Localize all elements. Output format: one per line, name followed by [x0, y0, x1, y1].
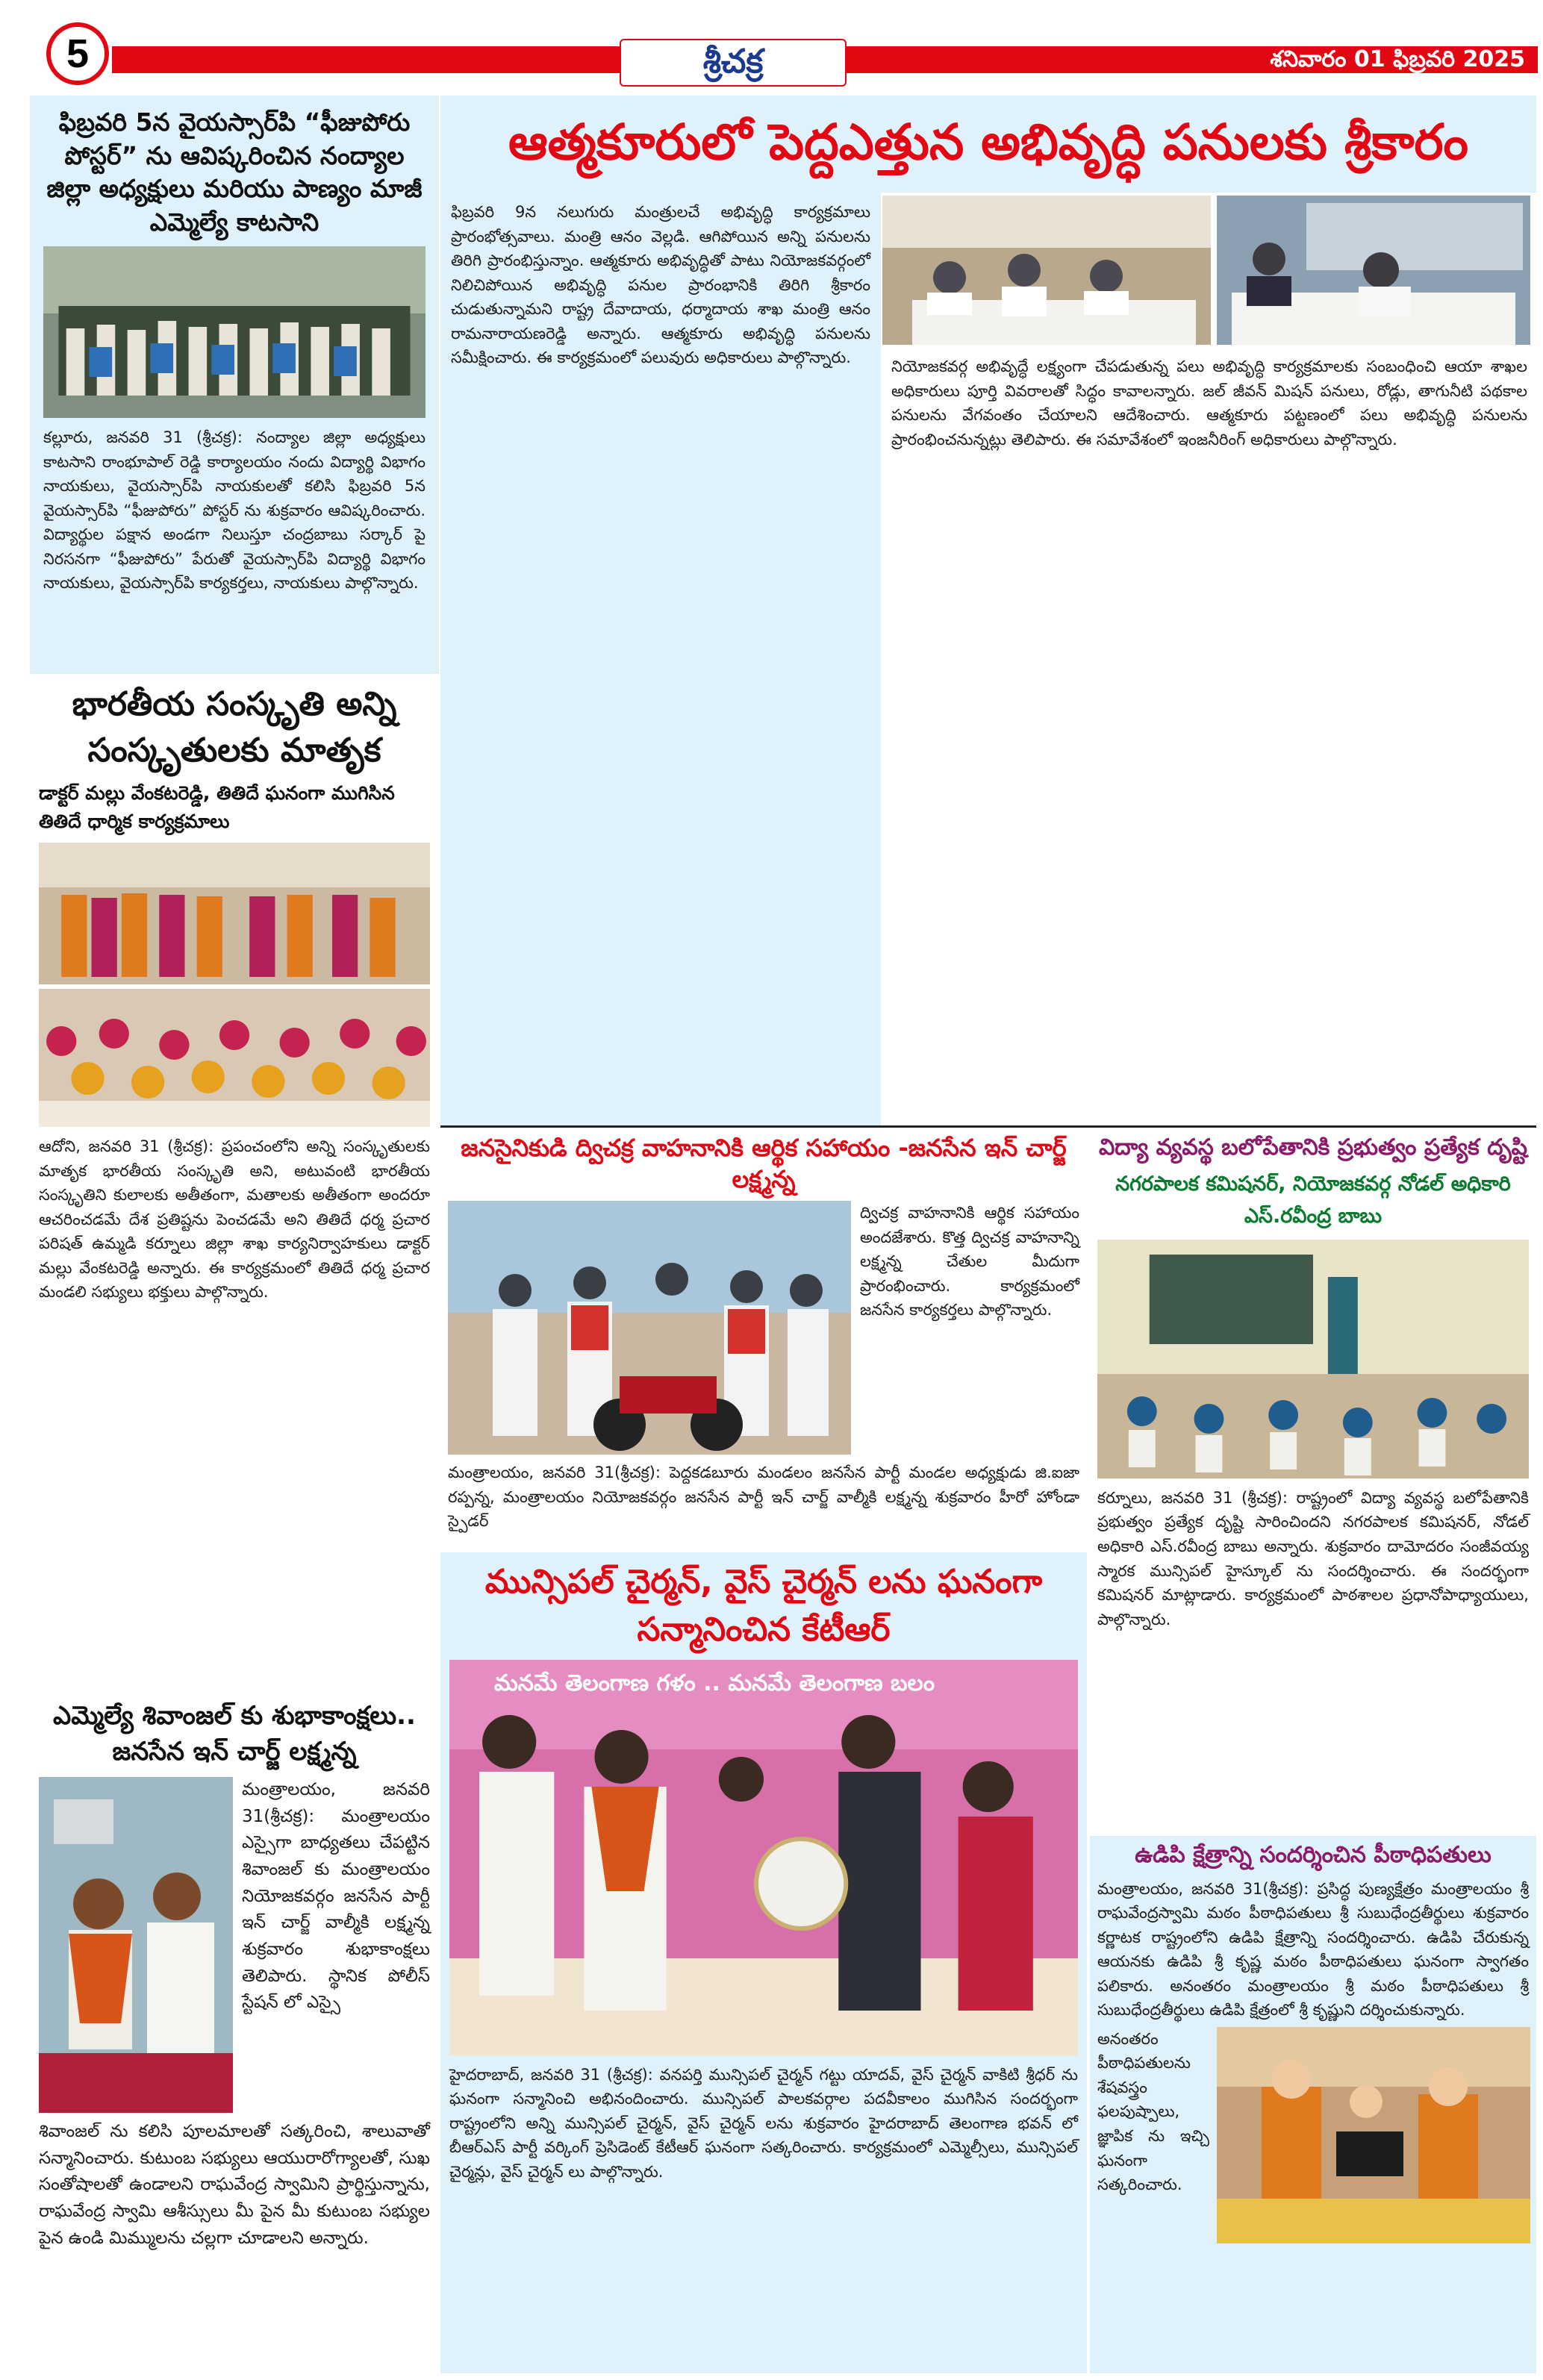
- article-atmakur-col2: [882, 347, 1536, 1125]
- page-number: 5: [46, 22, 109, 85]
- article-headline: విద్యా వ్యవస్థ బలోపేతానికి ప్రభుత్వం ప్రత్యేక దృష్టి: [1098, 1134, 1528, 1161]
- article-body-side: మంత్రాలయం, జనవరి 31(శ్రీచక్ర): మంత్రాలయం ఎస్సైగా బాధ్యతలు చేపట్టిన శివాంజల్ కు మంత్రాలయం నియోజకవర్గం జనసేన పార్టీ ఇన్ చార్జ్ వాల్మీకి లక్ష్మన్న శుక్రవారం శుభాకాంక్షలు తెలిపారు. స్థానిక పోలీస్ స్టేషన్ లో ఎస్సై: [242, 1780, 430, 2013]
- article-body: మంత్రాలయం, జనవరి 31(శ్రీచక్ర): పెద్దకడబూరు మండలం జనసేన పార్టీ మండల అధ్యక్షుడు జి.ఐజా రప్పన్న, మంత్రాలయం నియోజకవర్గం జనసేన పార్టీ ఇన్ చార్జ్ వాల్మీకి లక్ష్మన్న శుక్రవారం హీరో హోండా స్పైడర్: [448, 1464, 1079, 1531]
- article-ktr: [440, 1552, 1087, 2373]
- main-headline: ఆత్మకూరులో పెద్దఎత్తున అభివృద్ధి పనులకు శ్రీకారం: [508, 113, 1469, 171]
- newspaper-logo: శ్రీచక్ర: [620, 39, 847, 87]
- article-body-side: ద్విచక్ర వాహనానికి ఆర్థిక సహాయం అందజేశారు. కొత్త ద్విచక్ర వాహనాన్ని లక్ష్మన్న చేతుల మీదుగా ప్రారంభించారు. కార్యక్రమంలో జనసేన కార్యకర్తలు పాల్గొన్నారు.: [860, 1204, 1079, 1319]
- article-body: ఆదోని, జనవరి 31 (శ్రీచక్ర): ప్రపంచంలోని అన్ని సంస్కృతులకు మాతృక భారతీయ సంస్కృతి అని, అటువంటి భారతీయ సంస్కృతిని కులాలకు అతీతంగా, మతాలకు అతీతంగా అందరూ ఆచరించడమే దేశ ప్రతిష్టను పెంచడమే అని తితిదే ధర్మ ప్రచార పరిషత్ ఉమ్మడి కర్నూలు జిల్లా శాఖ కార్యనిర్వాహకులు డాక్టర్ మల్లు వేంకటరెడ్డి అన్నారు. ఈ కార్యక్రమంలో తితిదే ధర్మ ప్రచార మండలి సభ్యులు భక్తులు పాల్గొన్నారు.: [39, 1137, 430, 1302]
- article-bharatiya: [30, 675, 439, 1690]
- photo-women-pooja: [39, 989, 430, 1127]
- article-body: శివాంజల్ ను కలిసి పూలమాలతో సత్కరించి, శాలువాతో సన్మానించారు. కుటుంబ సభ్యులు ఆయురారోగ్యాలతో, సుఖ సంతోషాలతో ఉండాలని రాఘవేంద్ర స్వామిని ప్రార్థిస్తున్నాను, రాఘవేంద్ర స్వామి ఆశీస్సులు మీ పైన మీ కుటుంబ సభ్యుల పైన ఉండి మిమ్ములను చల్లగా చూడాలని అన్నారు.: [39, 2122, 430, 2248]
- main-headline-box: [440, 96, 1536, 193]
- photo-ktr-felicitation: [449, 1660, 1078, 2055]
- article-headline: భారతీయ సంస్కృతి అన్ని సంస్కృతులకు మాతృక: [72, 685, 397, 769]
- article-subhead: నగరపాలక కమిషనర్, నియోజకవర్గ నోడల్ అధికారి ఎస్.రవీంద్ర బాబు: [1115, 1172, 1511, 1228]
- photo-minister-meeting-1: [882, 196, 1211, 345]
- article-body-side: అనంతరం పీఠాధిపతులను శేషవస్త్రం ఫలపుష్పాలు, జ్ఞాపిక ను ఇచ్చి ఘనంగా సత్కరించారు.: [1097, 2029, 1209, 2194]
- photo-mla-felicitation: [39, 1777, 233, 2113]
- photo-dharmic-group: [39, 843, 430, 984]
- article-education: [1090, 1128, 1536, 1834]
- article-body: మంత్రాలయం, జనవరి 31(శ్రీచక్ర): ప్రసిద్ధ పుణ్యక్షేత్రం మంత్రాలయం శ్రీ రాఘవేంద్రస్వామి మఠం పీఠాధిపతులు శ్రీ సుబుధేంద్రతీర్థులు శుక్రవారం కర్ణాటక రాష్ట్రంలోని ఉడిపి క్షేత్రాన్ని సందర్శించారు. ఉడిపి చేరుకున్న ఆయనకు ఉడిపి శ్రీ కృష్ణ మఠం పీఠాధిపతులు ఘనంగా స్వాగతం పలికారు. అనంతరం మంత్రాలయం శ్రీ మఠం పీఠాధిపతులు శ్రీ సుబుధేంద్రతీర్థులు ఉడిపి క్షేత్రంలో శ్రీ కృష్ణుని దర్శించుకున్నారు.: [1097, 1879, 1529, 2020]
- banner-text: మనమే తెలంగాణ గళం .. మనమే తెలంగాణ బలం: [494, 1670, 935, 1696]
- article-janasena-vehicle: [440, 1128, 1087, 1576]
- article-atmakur-col1: [440, 193, 881, 1125]
- article-headline: ఫిబ్రవరి 5న వైయస్సార్‌పి “ఫీజుపోరు పోస్టర్” ను ఆవిష్కరించిన నంద్యాల జిల్లా అధ్యక్షులు మరియు పాణ్యం మాజీ ఎమ్మెల్యే కాటసాని: [46, 107, 423, 237]
- divider: [440, 1125, 1536, 1128]
- article-subhead: డాక్టర్ మల్లు వేంకటరెడ్డి, తితిదే ఘనంగా ముగిసిన తితిదే ధార్మిక కార్యక్రమాలు: [39, 782, 395, 832]
- article-body: కర్నూలు, జనవరి 31 (శ్రీచక్ర): రాష్ట్రంలో విద్యా వ్యవస్థ బలోపేతానికి ప్రభుత్వం ప్రత్యేక దృష్టి సారించిందని నగరపాలక కమిషనర్, నోడల్ అధికారి ఎస్.రవీంద్ర బాబు అన్నారు. శుక్రవారం దామోదరం సంజీవయ్య స్మారక మున్సిపల్ హైస్కూల్ ను సందర్శించారు. ఈ సందర్భంగా కమిషనర్ మాట్లాడారు. కార్యక్రమంలో పాఠశాలల ప్రధానోపాధ్యాయులు, పాల్గొన్నారు.: [1097, 1488, 1529, 1628]
- article-body: ఫిబ్రవరి 9న నలుగురు మంత్రులచే అభివృద్ధి కార్యక్రమాలు ప్రారంభోత్సవాలు. మంత్రి ఆనం వెల్లడి. ఆగిపోయిన అన్ని పనులను తిరిగి ప్రారంభిస్తున్నాం. ఆత్మకూరు అభివృద్ధితో పాటు నియోజకవర్గంలో నిలిచిపోయిన అభివృద్ధి పనుల ప్రారంభానికి తిరిగి శ్రీకారం చుడుతున్నామని రాష్ట్ర దేవాదాయ, ధర్మాదాయ శాఖ మంత్రి ఆనం రామనారాయణరెడ్డి అన్నారు. ఆత్మకూరు అభివృద్ధి పనులను సమీక్షించారు. ఈ కార్యక్రమంలో పలువురు అధికారులు పాల్గొన్నారు.: [451, 203, 870, 367]
- article-fiber-poster: [30, 96, 439, 674]
- article-headline: ఎమ్మెల్యే శివాంజల్ కు శుభాకాంక్షలు.. జనసేన ఇన్ చార్జ్ లక్ష్మన్న: [53, 1701, 416, 1767]
- article-body: నియోజకవర్గ అభివృద్ధే లక్ష్యంగా చేపడుతున్న పలు అభివృద్ధి కార్యక్రమాలకు సంబంధించి ఆయా శాఖల అధికారులు పూర్తి వివరాలతో సిద్ధం కావాలన్నారు. జల్ జీవన్ మిషన్ పనులు, రోడ్లు, తాగునీటి పథకాల పనులను వేగవంతం చేయాలని ఆదేశించారు. ఆత్మకూరు పట్టణంలో పలు అభివృద్ధి పనులను ప్రారంభించనున్నట్లు తెలిపారు. ఈ సమావేశంలో ఇంజనీరింగ్ అధికారులు పాల్గొన్నారు.: [891, 357, 1527, 449]
- masthead: [0, 0, 1543, 90]
- photo-classroom-visit: [1097, 1240, 1529, 1478]
- article-mla-wishes: [30, 1693, 439, 2372]
- article-headline: మున్సిపల్ చైర్మన్, వైస్ చైర్మన్ లను ఘనంగా సన్మానించిన కేటీఆర్: [484, 1563, 1043, 1649]
- masthead-date: శనివారం 01 ఫిబ్రవరి 2025: [1270, 46, 1525, 72]
- photo-minister-meeting-2: [1217, 196, 1530, 345]
- article-body: కల్లూరు, జనవరి 31 (శ్రీచక్ర): నంద్యాల జిల్లా అధ్యక్షులు కాటసాని రాంభూపాల్ రెడ్డి కార్యాలయం నందు విద్యార్థి విభాగం నాయకులు, వైయస్సార్‌పి నాయకులతో కలిసి ఫిబ్రవరి 5న వైయస్సార్‌పి “ఫీజుపోరు” పోస్టర్ ను శుక్రవారం ఆవిష్కరించారు. విద్యార్థుల పక్షాన అండగా నిలుస్తూ చంద్రబాబు సర్కార్ పై నిరసనగా “ఫీజుపోరు” పేరుతో వైయస్సార్‌పి విద్యార్థి విభాగం నాయకులు, వైయస్సార్‌పి కార్యకర్తలు, నాయకులు పాల్గొన్నారు.: [43, 428, 426, 593]
- photo-poster-launch: [43, 246, 426, 418]
- photo-seers-udupi: [1217, 2027, 1530, 2243]
- article-headline: ఉడిపి క్షేత్రాన్ని సందర్శించిన పీఠాధిపతులు: [1135, 1842, 1491, 1868]
- article-udupi: [1090, 1836, 1536, 2373]
- article-headline: జనసైనికుడి ద్విచక్ర వాహనానికి ఆర్థిక సహాయం -జనసేన ఇన్ చార్జ్ లక్ష్మన్న: [461, 1134, 1067, 1193]
- article-body: హైదరాబాద్, జనవరి 31 (శ్రీచక్ర): వనపర్తి మున్సిపల్ చైర్మన్ గట్టు యాదవ్, వైస్ చైర్మన్ వాకిటి శ్రీధర్ ను ఘనంగా సన్మానించి అభినందించారు. మున్సిపల్ పాలకవర్గాల పదవీకాలం ముగిసిన సందర్భంగా రాష్ట్రంలోని అన్ని మున్సిపల్ చైర్మన్, వైస్ చైర్మన్ లను శుక్రవారం హైదరాబాద్ తెలంగాణ భవన్ లో బీఆర్ఎస్ పార్టీ వర్కింగ్ ప్రెసిడెంట్ కేటీఆర్ ఘనంగా సత్కరించారు. కార్యక్రమంలో ఎమ్మెల్సీలు, మున్సిపల్ చైర్మన్లు, వైస్ చైర్మన్ లు పాల్గొన్నారు.: [449, 2065, 1078, 2181]
- photo-bike-handover: [448, 1201, 851, 1455]
